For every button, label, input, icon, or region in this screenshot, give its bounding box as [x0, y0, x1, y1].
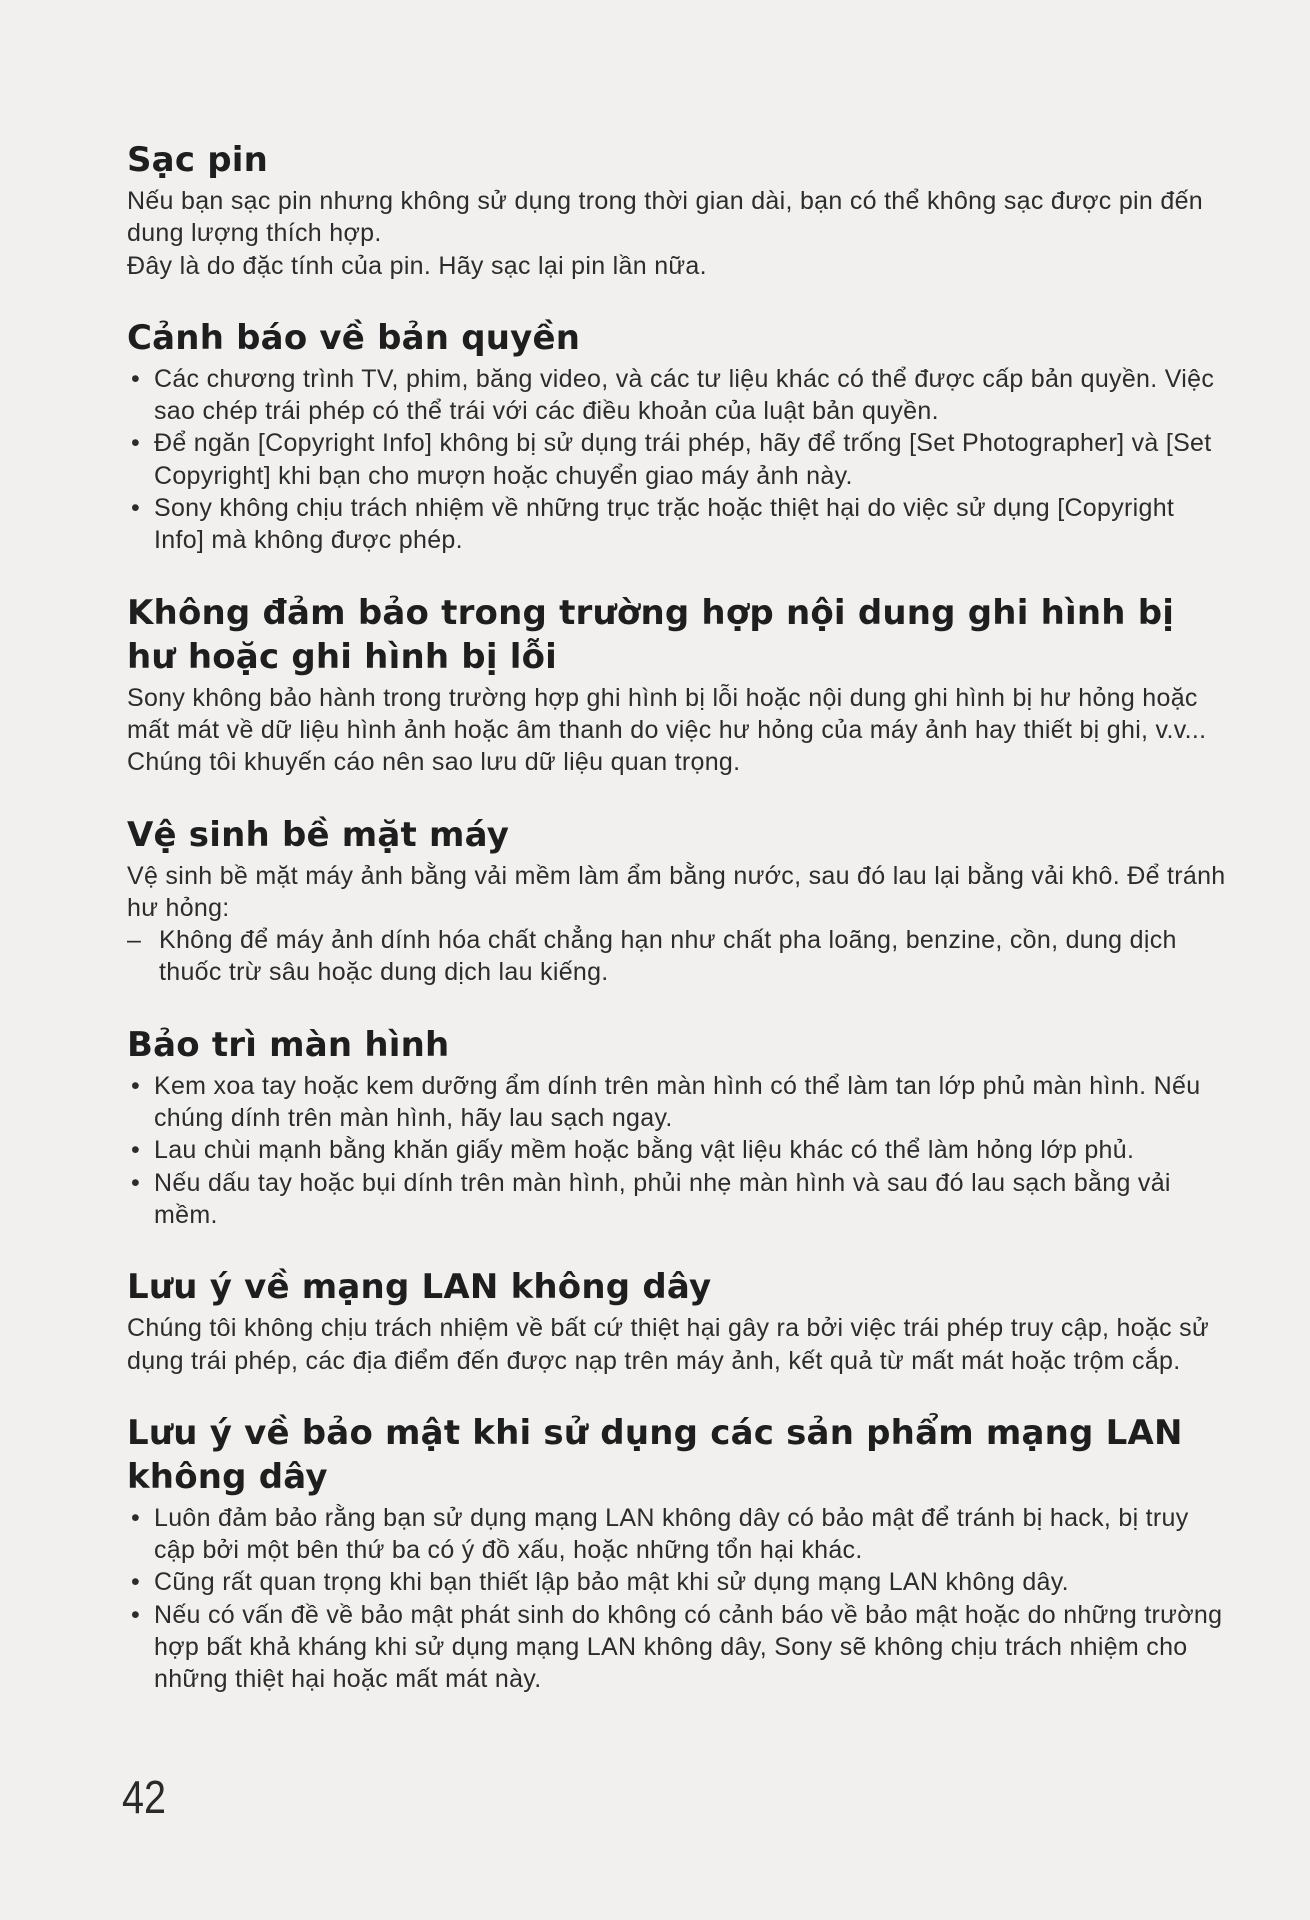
- section-wireless-lan-note: [127, 1265, 1227, 1377]
- dash-item: – Không để máy ảnh dính hóa chất chẳng hạn như chất pha loãng, benzine, cồn, dung dịch thuốc trừ sâu hoặc dung dịch lau kiếng.: [127, 924, 1227, 989]
- manual-page-content: [127, 138, 1227, 1696]
- bullet-item: • Cũng rất quan trọng khi bạn thiết lập bảo mật khi sử dụng mạng LAN không dây.: [127, 1566, 1227, 1598]
- paragraph: Nếu bạn sạc pin nhưng không sử dụng trong thời gian dài, bạn có thể không sạc được pin đến dung lượng thích hợp.: [127, 187, 1203, 248]
- section-title: Lưu ý về bảo mật khi sử dụng các sản phẩm mạng LAN không dây: [127, 1412, 1183, 1497]
- section-title: Không đảm bảo trong trường hợp nội dung ghi hình bị hư hoặc ghi hình bị lỗi: [127, 592, 1175, 677]
- paragraph: Đây là do đặc tính của pin. Hãy sạc lại pin lần nữa.: [127, 251, 707, 280]
- section-no-guarantee: [127, 591, 1227, 779]
- bullet-list: [127, 363, 1227, 557]
- section-copyright-warning: [127, 316, 1227, 557]
- bullet-list: [127, 1502, 1227, 1696]
- paragraph: Vệ sinh bề mặt máy ảnh bằng vải mềm làm ẩm bằng nước, sau đó lau lại bằng vải khô. Để tránh hư hỏng:: [127, 861, 1226, 922]
- section-battery-charging: [127, 138, 1227, 282]
- bullet-item: • Để ngăn [Copyright Info] không bị sử dụng trái phép, hãy để trống [Set Photographer] và [Set Copyright] khi bạn cho mượn hoặc chuyển giao máy ảnh này.: [127, 427, 1227, 492]
- paragraph: Sony không bảo hành trong trường hợp ghi hình bị lỗi hoặc nội dung ghi hình bị hư hỏng hoặc mất mát về dữ liệu hình ảnh hoặc âm thanh do việc hư hỏng của máy ảnh hay thiết bị ghi, v.v... Chúng tôi khuyến cáo nên sao lưu dữ liệu quan trọng.: [127, 683, 1207, 777]
- bullet-item: • Luôn đảm bảo rằng bạn sử dụng mạng LAN không dây có bảo mật để tránh bị hack, bị truy cập bởi một bên thứ ba có ý đồ xấu, hoặc những tổn hại khác.: [127, 1502, 1227, 1567]
- dash-list: [127, 924, 1227, 989]
- section-title: Lưu ý về mạng LAN không dây: [127, 1267, 712, 1308]
- bullet-item: • Kem xoa tay hoặc kem dưỡng ẩm dính trên màn hình có thể làm tan lớp phủ màn hình. Nếu chúng dính trên màn hình, hãy lau sạch ngay.: [127, 1070, 1227, 1135]
- section-title: Bảo trì màn hình: [127, 1024, 450, 1065]
- section-surface-cleaning: [127, 813, 1227, 989]
- paragraph: Chúng tôi không chịu trách nhiệm về bất cứ thiệt hại gây ra bởi việc trái phép truy cập, hoặc sử dụng trái phép, các địa điểm đến được nạp trên máy ảnh, kết quả từ mất mát hoặc trộm cắp.: [127, 1314, 1210, 1375]
- bullet-item: • Sony không chịu trách nhiệm về những trục trặc hoặc thiệt hại do việc sử dụng [Copyright Info] mà không được phép.: [127, 492, 1227, 557]
- bullet-item: • Nếu dấu tay hoặc bụi dính trên màn hình, phủi nhẹ màn hình và sau đó lau sạch bằng vải mềm.: [127, 1167, 1227, 1232]
- bullet-item: • Các chương trình TV, phim, băng video, và các tư liệu khác có thể được cấp bản quyền. Việc sao chép trái phép có thể trái với các điều khoản của luật bản quyền.: [127, 363, 1227, 428]
- bullet-list: [127, 1070, 1227, 1231]
- section-wireless-lan-security: [127, 1411, 1227, 1696]
- page-number: 42: [122, 1771, 167, 1823]
- bullet-item: • Nếu có vấn đề về bảo mật phát sinh do không có cảnh báo về bảo mật hoặc do những trường hợp bất khả kháng khi sử dụng mạng LAN không dây, Sony sẽ không chịu trách nhiệm cho những thiệt hại hoặc mất mát này.: [127, 1599, 1227, 1696]
- section-title: Cảnh báo về bản quyền: [127, 317, 581, 358]
- section-screen-maintenance: [127, 1023, 1227, 1231]
- section-title: Sạc pin: [127, 140, 269, 180]
- bullet-item: • Lau chùi mạnh bằng khăn giấy mềm hoặc bằng vật liệu khác có thể làm hỏng lớp phủ.: [127, 1134, 1227, 1166]
- section-title: Vệ sinh bề mặt máy: [127, 814, 510, 855]
